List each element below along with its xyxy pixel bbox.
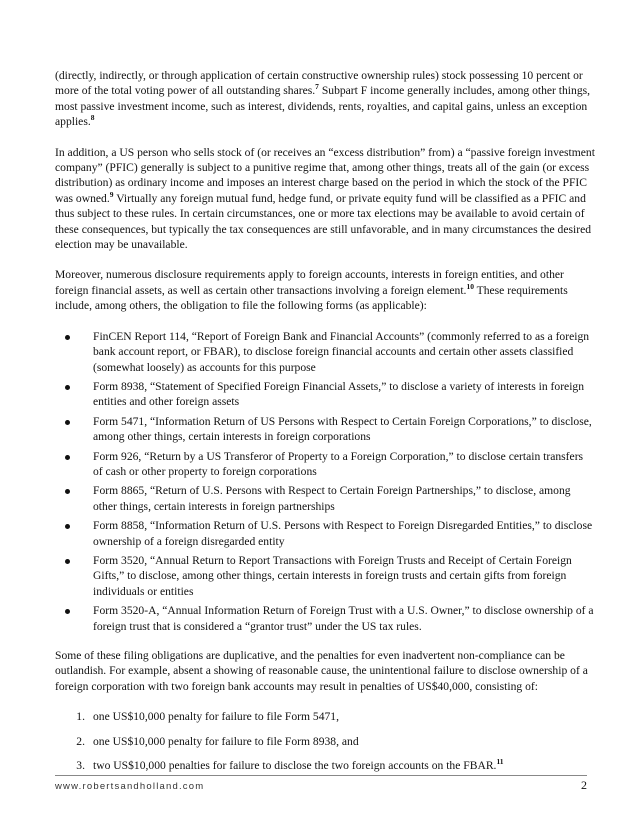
- forms-bullet-list: [55, 329, 595, 634]
- paragraph-penalties: [55, 648, 595, 694]
- footer-divider: [55, 775, 587, 776]
- bullet-item: [55, 414, 595, 445]
- numbered-item: [55, 709, 595, 724]
- bullet-dot-icon: [65, 609, 70, 614]
- paragraph-text: (directly, indirectly, or through application of certain constructive ownership rules) stock possessing 10 percent or more of the total voting power of all outstanding shares.: [55, 69, 583, 98]
- list-number: 3.: [76, 759, 85, 773]
- paragraph-text: In addition, a US person who sells stock of (or receives an “excess distribution” from) a “passive foreign investment company” (PFIC) generally is subject to a punitive regime that, among other things, treats all of the gain (or excess distribution) as ordinary income and imposes an interest charge based on the period in which the stock of the PFIC was owned.: [55, 145, 595, 205]
- bullet-dot-icon: [65, 335, 70, 340]
- list-number: 2.: [76, 734, 85, 748]
- footnote-ref[interactable]: 11: [496, 757, 504, 767]
- footnote-ref[interactable]: 8: [90, 113, 95, 123]
- document-body: [55, 68, 595, 782]
- bullet-dot-icon: [65, 489, 70, 494]
- footnote-ref[interactable]: 10: [466, 282, 474, 292]
- bullet-dot-icon: [65, 455, 70, 460]
- numbered-item: [55, 734, 595, 749]
- bullet-text: Form 8865, “Return of U.S. Persons with Respect to Certain Foreign Partnerships,” to disclose, among other things, certain interests in foreign partnerships: [93, 484, 571, 513]
- list-number: 1.: [76, 710, 85, 724]
- bullet-dot-icon: [65, 420, 70, 425]
- bullet-item: [55, 449, 595, 480]
- bullet-item: [55, 518, 595, 549]
- numbered-item: [55, 758, 595, 773]
- footnote-ref[interactable]: 9: [109, 189, 114, 199]
- bullet-item: [55, 483, 595, 514]
- numbered-text: two US$10,000 penalties for failure to disclose the two foreign accounts on the FBAR.: [93, 759, 497, 773]
- bullet-text: Form 8858, “Information Return of U.S. Persons with Respect to Foreign Disregarded Entities,” to disclose ownership of a foreign disregarded entity: [93, 519, 593, 548]
- bullet-text: FinCEN Report 114, “Report of Foreign Bank and Financial Accounts” (commonly referred to as a foreign bank account report, or FBAR), to disclose foreign financial accounts and certain other assets classified (somewhat loosely) as accounts for this purpose: [93, 329, 590, 374]
- paragraph-pfic: [55, 145, 595, 253]
- bullet-text: Form 8938, “Statement of Specified Foreign Financial Assets,” to disclose a variety of interests in foreign entities and other foreign assets: [93, 379, 585, 409]
- bullet-item: [55, 329, 595, 375]
- bullet-dot-icon: [65, 524, 70, 529]
- paragraph-text: Subpart F income generally includes, among other things, most passive investment income, such as interest, dividends, rents, royalties, and capital gains, unless an exception applies.: [55, 84, 591, 129]
- bullet-item: [55, 553, 595, 599]
- penalty-numbered-list: [55, 709, 595, 773]
- page-number: 2: [581, 778, 587, 792]
- paragraph-text: These requirements include, among others, the obligation to file the following forms (as applicable):: [55, 283, 568, 313]
- paragraph-text: Moreover, numerous disclosure requirements apply to foreign accounts, interests in foreign entities, and other foreign financial assets, as well as certain other transactions involving a foreign element.: [55, 268, 564, 297]
- numbered-text: one US$10,000 penalty for failure to file Form 5471,: [93, 710, 339, 724]
- bullet-text: Form 3520, “Annual Return to Report Transactions with Foreign Trusts and Receipt of Certain Foreign Gifts,” to disclose, among other things, certain interests in foreign trusts and certain gifts from foreign individuals or entities: [93, 553, 572, 598]
- bullet-item: [55, 379, 595, 410]
- footer-website-link[interactable]: www.robertsandholland.com: [55, 781, 205, 792]
- footnote-ref[interactable]: 7: [315, 82, 319, 92]
- paragraph-subpart-f: [55, 68, 595, 130]
- bullet-text: Form 3520-A, “Annual Information Return of Foreign Trust with a U.S. Owner,” to disclose ownership of a foreign trust that is considered a “grantor trust” under the US tax rules.: [93, 604, 594, 633]
- bullet-item: [55, 603, 595, 634]
- paragraph-text: Some of these filing obligations are duplicative, and the penalties for even inadvertent non-compliance can be outlandish. For example, absent a showing of reasonable cause, the unintentional failure to disclose ownership of a foreign corporation with two foreign bank accounts may result in penalties of US$40,000, consisting of:: [55, 649, 588, 693]
- paragraph-disclosure: [55, 267, 595, 313]
- paragraph-text: Virtually any foreign mutual fund, hedge fund, or private equity fund will be classified as a PFIC and thus subject to these rules. In certain circumstances, one or more tax elections may be available to avoid certain of these consequences, but typically the tax consequences are still unfavorable, and in many circumstances the desired election may be unavailable.: [55, 191, 592, 252]
- bullet-text: Form 926, “Return by a US Transferor of Property to a Foreign Corporation,” to disclose certain transfers of cash or other property to foreign corporations: [93, 449, 584, 478]
- bullet-dot-icon: [65, 385, 70, 390]
- bullet-text: Form 5471, “Information Return of US Persons with Respect to Certain Foreign Corporations,” to disclose, among other things, certain interests in foreign corporations: [93, 414, 592, 444]
- bullet-dot-icon: [65, 559, 70, 564]
- numbered-text: one US$10,000 penalty for failure to file Form 8938, and: [93, 734, 359, 748]
